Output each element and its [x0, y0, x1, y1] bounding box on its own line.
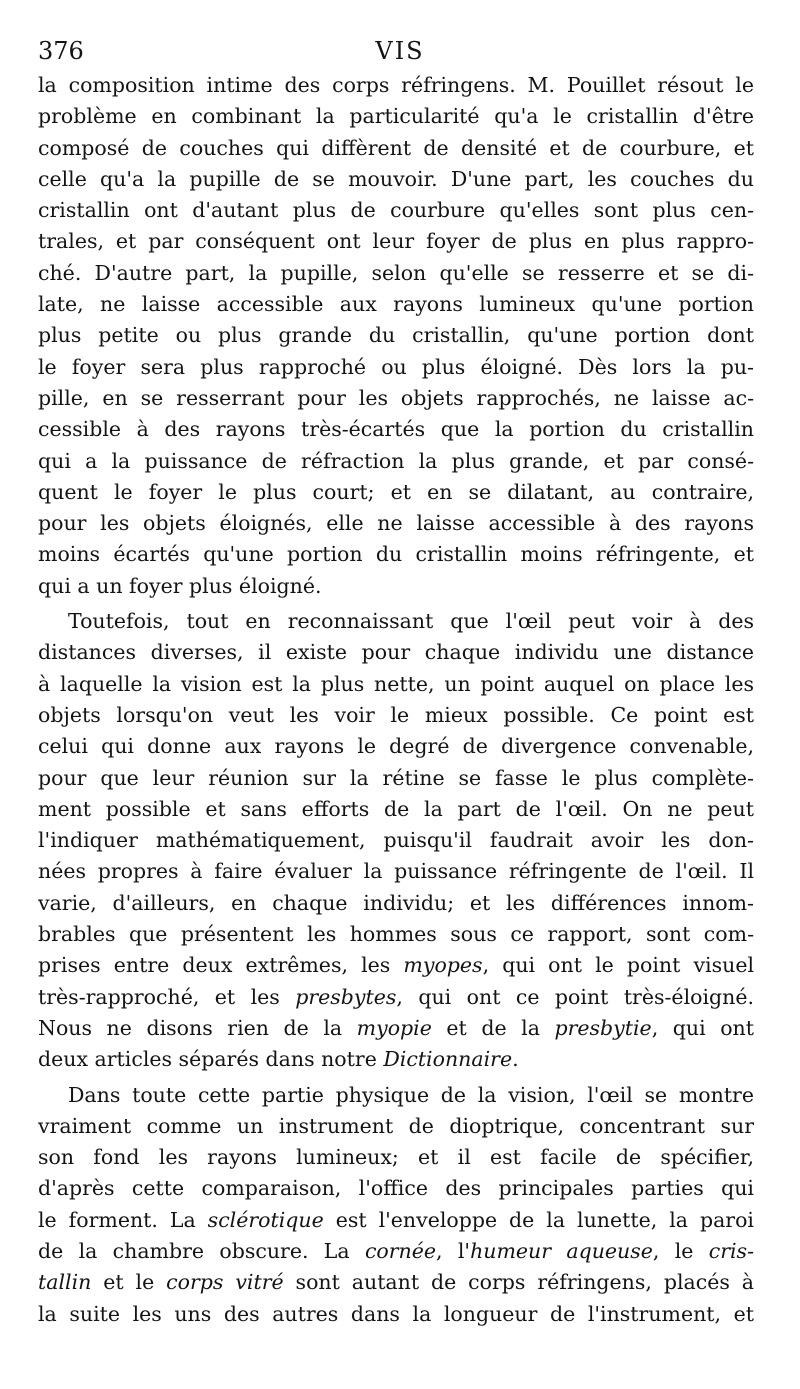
- page-header: [38, 34, 762, 68]
- body-text: [38, 70, 754, 1330]
- text-line: qui a la puissance de réfraction la plus grande, et par consé-: [38, 448, 754, 473]
- text-line: varie, d'ailleurs, en chaque individu; et les différences innom-: [38, 890, 754, 915]
- italic-term: humeur aqueuse: [470, 1238, 653, 1263]
- text-line: de la chambre obscure. La cornée, l'humeur aqueuse, le cris-: [38, 1238, 754, 1263]
- text-line: celui qui donne aux rayons le degré de divergence convenable,: [38, 734, 754, 759]
- text-line: le forment. La sclérotique est l'enveloppe de la lunette, la paroi: [38, 1207, 754, 1232]
- text-line: la suite les uns des autres dans la longueur de l'instrument, et: [38, 1301, 754, 1326]
- italic-term: presbytie: [554, 1015, 652, 1040]
- text-line: vraiment comme un instrument de dioptrique, concentrant sur: [38, 1113, 754, 1138]
- italic-term: cris-: [708, 1238, 754, 1263]
- italic-term: cornée: [364, 1238, 437, 1263]
- italic-term: presbytes: [295, 984, 397, 1009]
- text-line: nées propres à faire évaluer la puissance réfringente de l'œil. Il: [38, 859, 754, 884]
- italic-term: sclérotique: [207, 1207, 324, 1232]
- text-line: pour que leur réunion sur la rétine se fasse le plus complète-: [38, 765, 754, 790]
- text-line: ment possible et sans efforts de la part de l'œil. On ne peut: [38, 796, 754, 821]
- page-number: 376: [38, 37, 84, 65]
- text-line: pour les objets éloignés, elle ne laisse accessible à des rayons: [38, 511, 754, 536]
- text-line: prises entre deux extrêmes, les myopes, qui ont le point visuel: [38, 953, 754, 978]
- text-line: plus petite ou plus grande du cristallin, qu'une portion dont: [38, 323, 754, 348]
- running-head: VIS: [375, 37, 425, 65]
- text-line: Toutefois, tout en reconnaissant que l'œil peut voir à des: [68, 609, 754, 634]
- text-line: objets lorsqu'on veut les voir le mieux possible. Ce point est: [38, 702, 754, 727]
- italic-term: Dictionnaire: [383, 1047, 513, 1072]
- text-line: Nous ne disons rien de la myopie et de la presbytie, qui ont: [38, 1015, 754, 1040]
- text-line: problème en combinant la particularité qu'a le cristallin d'être: [38, 104, 754, 129]
- text-line: quent le foyer le plus court; et en se dilatant, au contraire,: [38, 479, 754, 504]
- text-line: d'après cette comparaison, l'office des principales parties qui: [38, 1176, 754, 1201]
- text-line: son fond les rayons lumineux; et il est facile de spécifier,: [38, 1145, 754, 1170]
- text-line: Dans toute cette partie physique de la vision, l'œil se montre: [68, 1082, 754, 1107]
- text-line: la composition intime des corps réfringens. M. Pouillet résout le: [38, 73, 754, 97]
- text-line: deux articles séparés dans notre Dictionnaire.: [38, 1047, 519, 1072]
- italic-term: myopes: [403, 953, 483, 978]
- text-line: très-rapproché, et les presbytes, qui ont ce point très-éloigné.: [38, 984, 754, 1009]
- text-line: trales, et par conséquent ont leur foyer de plus en plus rappro-: [38, 229, 754, 254]
- text-line: composé de couches qui diffèrent de densité et de courbure, et: [38, 135, 754, 160]
- italic-term: corps vitré: [166, 1270, 284, 1295]
- italic-term: myopie: [356, 1015, 432, 1040]
- text-line: ché. D'autre part, la pupille, selon qu'elle se resserre et se di-: [38, 260, 754, 285]
- text-line: tallin et le corps vitré sont autant de corps réfringens, placés à: [38, 1270, 754, 1295]
- text-line: cessible à des rayons très-écartés que la portion du cristallin: [38, 417, 754, 442]
- text-line: celle qu'a la pupille de se mouvoir. D'une part, les couches du: [38, 166, 754, 191]
- text-line: pille, en se resserrant pour les objets rapprochés, ne laisse ac-: [38, 385, 754, 410]
- text-line: l'indiquer mathématiquement, puisqu'il faudrait avoir les don-: [38, 828, 754, 853]
- italic-term: tallin: [38, 1270, 92, 1295]
- text-line: cristallin ont d'autant plus de courbure qu'elles sont plus cen-: [38, 198, 754, 223]
- text-line: distances diverses, il existe pour chaque individu une distance: [38, 640, 754, 665]
- text-line: à laquelle la vision est la plus nette, un point auquel on place les: [38, 671, 754, 696]
- text-line: le foyer sera plus rapproché ou plus éloigné. Dès lors la pu-: [38, 354, 754, 379]
- text-line: qui a un foyer plus éloigné.: [38, 573, 322, 598]
- text-line: late, ne laisse accessible aux rayons lumineux qu'une portion: [38, 292, 754, 317]
- text-line: moins écartés qu'une portion du cristallin moins réfringente, et: [38, 542, 754, 567]
- text-line: brables que présentent les hommes sous ce rapport, sont com-: [38, 922, 754, 947]
